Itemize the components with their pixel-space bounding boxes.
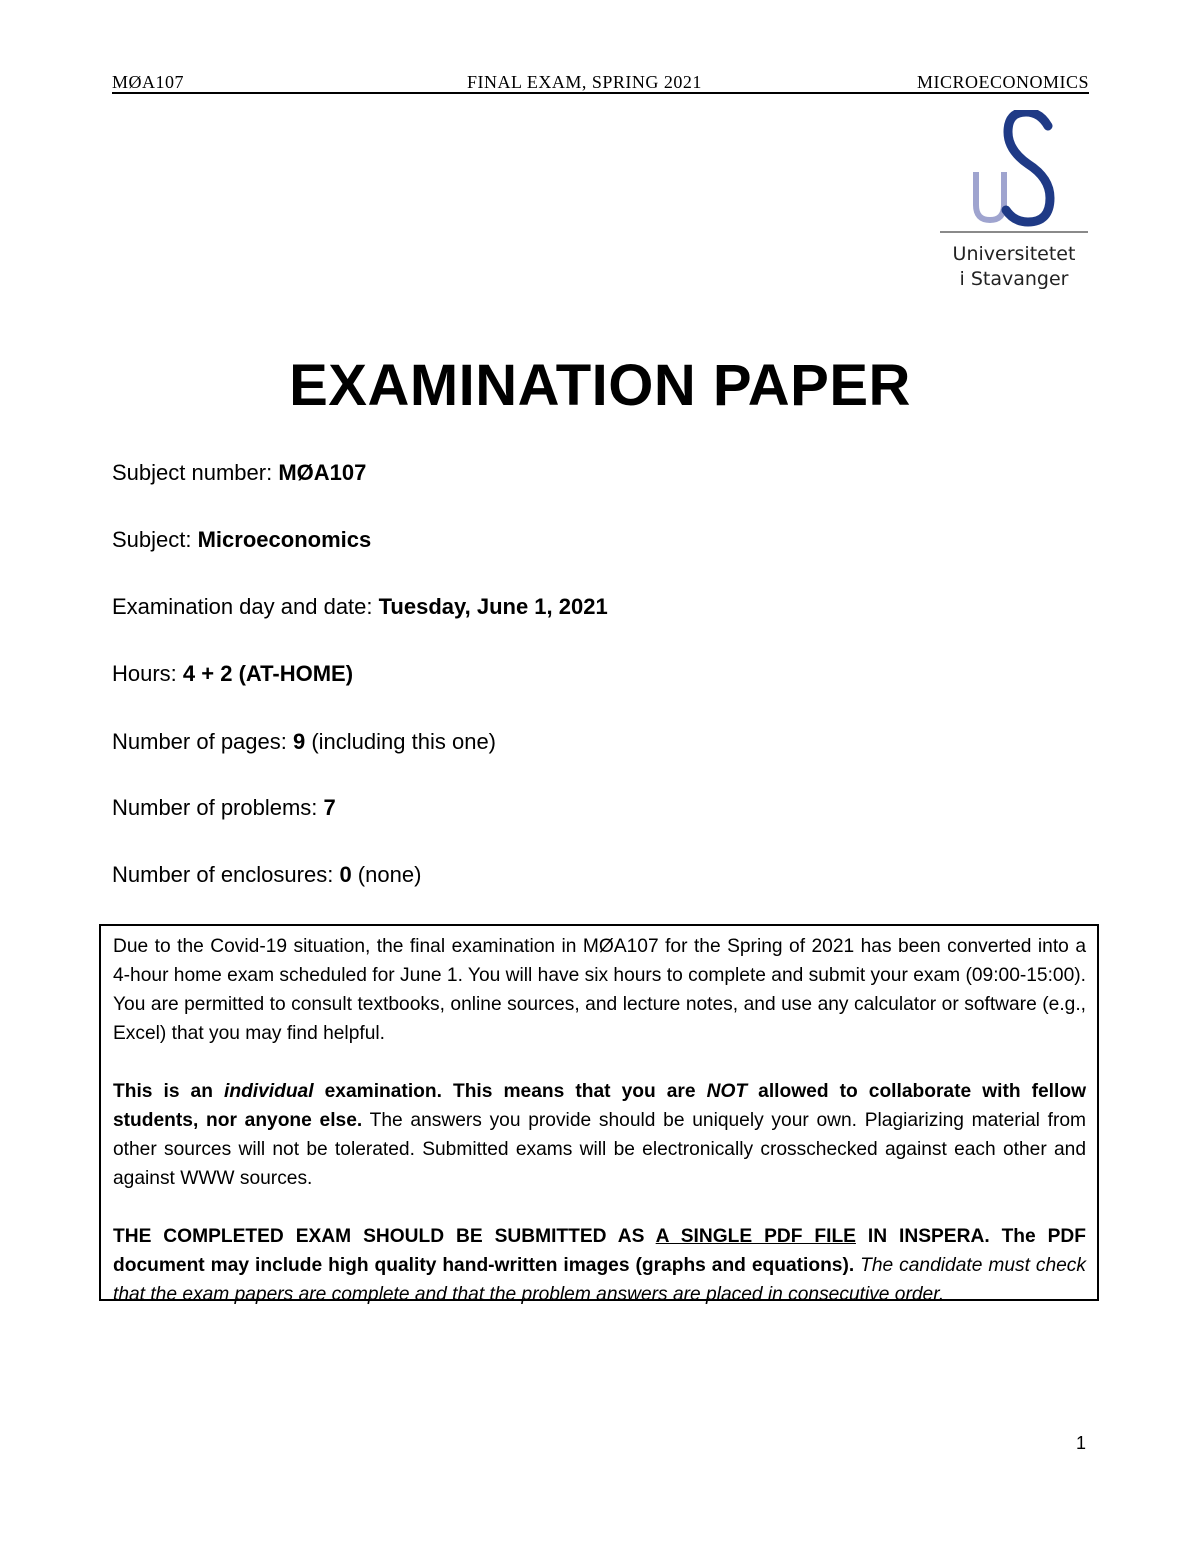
field-hours: Hours: 4 + 2 (AT-HOME) bbox=[112, 661, 354, 686]
logo-wordmark bbox=[940, 242, 1088, 292]
university-logo bbox=[940, 110, 1090, 295]
running-header bbox=[112, 70, 1089, 94]
notice-paragraph-covid: Due to the Covid-19 situation, the final examination in MØA107 for the Spring of 2021 has been converted into a 4-hour home exam scheduled for June 1. You will have six hours to complete and submit your exam (09:00-15:00). You are permitted to consult textbooks, online sources, and lecture notes, and use any calculator or software (e.g., Excel) that you may find helpful. bbox=[113, 936, 1086, 1044]
field-exam-date: Examination day and date: Tuesday, June 1, 2021 bbox=[112, 594, 608, 619]
notice-paragraph-individual: This is an individual examination. This means that you are NOT allowed to collaborate with fellow students, nor anyone else. The answers you provide should be uniquely your own. Plagiarizing material from other sources will not be tolerated. Submitted exams will be electronically crosschecked against each other and against WWW sources. bbox=[113, 1081, 1086, 1189]
logo-line-2: i Stavanger bbox=[959, 268, 1069, 290]
logo-letter-s bbox=[1006, 112, 1050, 222]
notice-paragraph-submission: THE COMPLETED EXAM SHOULD BE SUBMITTED AS A SINGLE PDF FILE IN INSPERA. The PDF document may include high quality hand-written images (graphs and equations). The candidate must check that the exam papers are complete and that the problem answers are placed in consecutive order. bbox=[113, 1226, 1087, 1305]
page-title: EXAMINATION PAPER bbox=[289, 353, 911, 418]
logo-letter-u bbox=[976, 172, 1004, 220]
field-enclosures: Number of enclosures: 0 (none) bbox=[112, 862, 422, 887]
field-subject: Subject: Microeconomics bbox=[112, 527, 372, 552]
header-course-code: MØA107 bbox=[112, 72, 185, 92]
logo-line-1: Universitetet bbox=[952, 243, 1076, 265]
page-number: 1 bbox=[1076, 1433, 1087, 1453]
field-pages: Number of pages: 9 (including this one) bbox=[112, 729, 497, 754]
logo-divider bbox=[940, 231, 1088, 233]
header-exam-title: FINAL EXAM, SPRING 2021 bbox=[467, 72, 702, 92]
field-subject-number: Subject number: MØA107 bbox=[112, 460, 367, 485]
field-problems: Number of problems: 7 bbox=[112, 795, 336, 820]
uis-logo-mark bbox=[970, 110, 1060, 228]
header-subject: MICROECONOMICS bbox=[916, 72, 1089, 92]
exam-notice-box bbox=[99, 924, 1099, 1305]
